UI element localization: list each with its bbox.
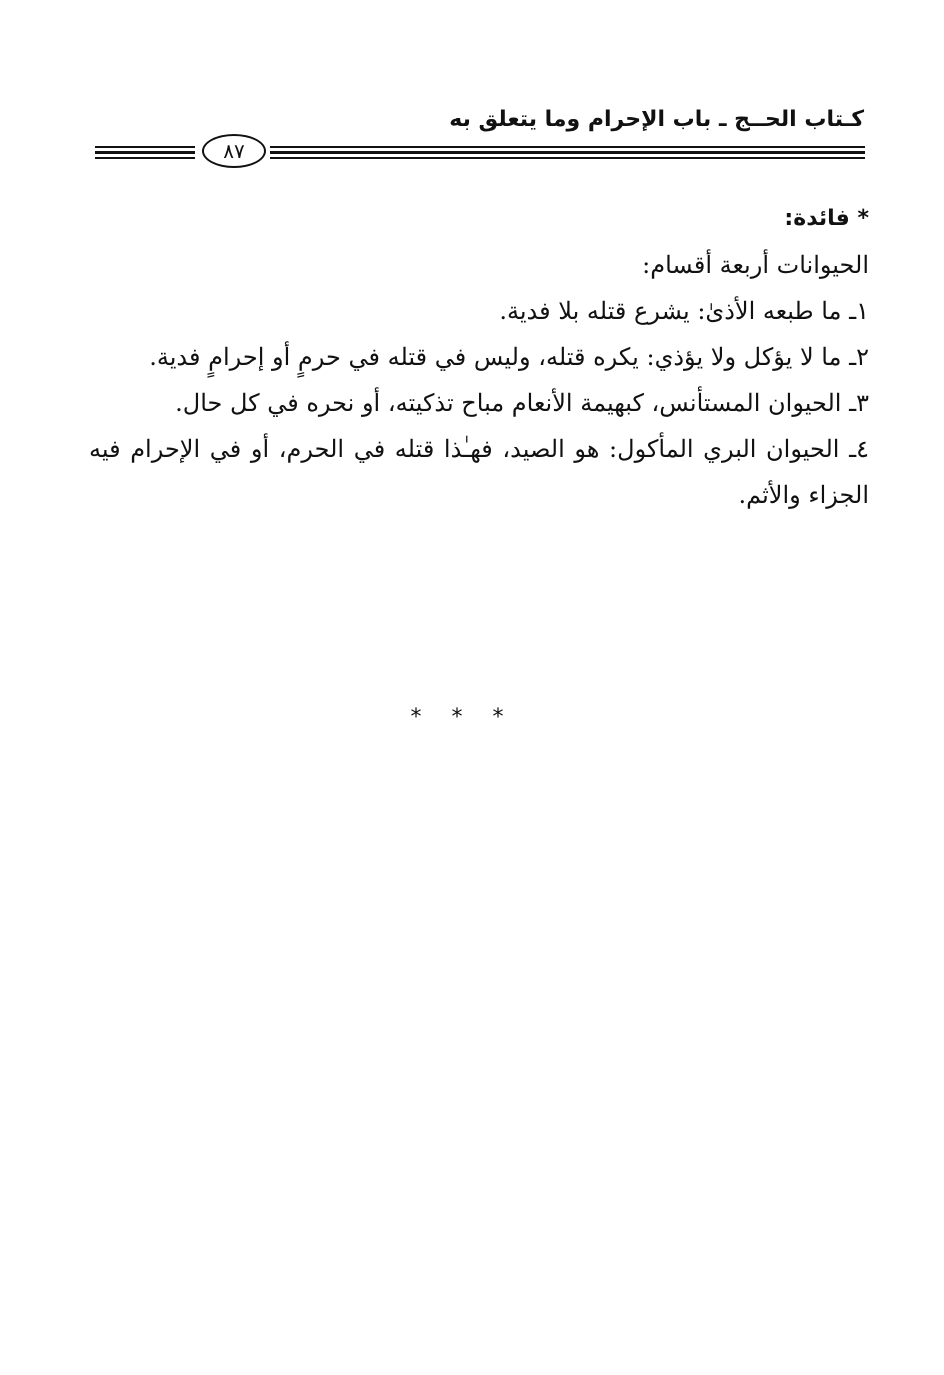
section-heading: * فائدة: bbox=[784, 206, 869, 231]
main-text bbox=[89, 196, 869, 518]
intro-line: الحيوانات أربعة أقسام: bbox=[642, 251, 869, 279]
list-item: ٤ـ الحيوان البري المأكول: هو الصيد، فهـٰذا قتله في الحرم، أو في الإحرام فيه الجزاء والأثم. bbox=[89, 435, 869, 509]
page-number: ٨٧ bbox=[202, 134, 266, 168]
section-separator: *** bbox=[410, 705, 534, 730]
list-item: ٣ـ الحيوان المستأنس، كبهيمة الأنعام مباح تذكيته، أو نحره في كل حال. bbox=[175, 389, 869, 417]
list-item: ١ـ ما طبعه الأذىٰ: يشرع قتله بلا فدية. bbox=[499, 297, 869, 325]
running-header-title: كـتاب الحــج ـ باب الإحرام وما يتعلق به bbox=[449, 107, 864, 132]
list-item: ٢ـ ما لا يؤكل ولا يؤذي: يكره قتله، وليس في قتله في حرمٍ أو إحرامٍ فدية. bbox=[149, 343, 869, 371]
